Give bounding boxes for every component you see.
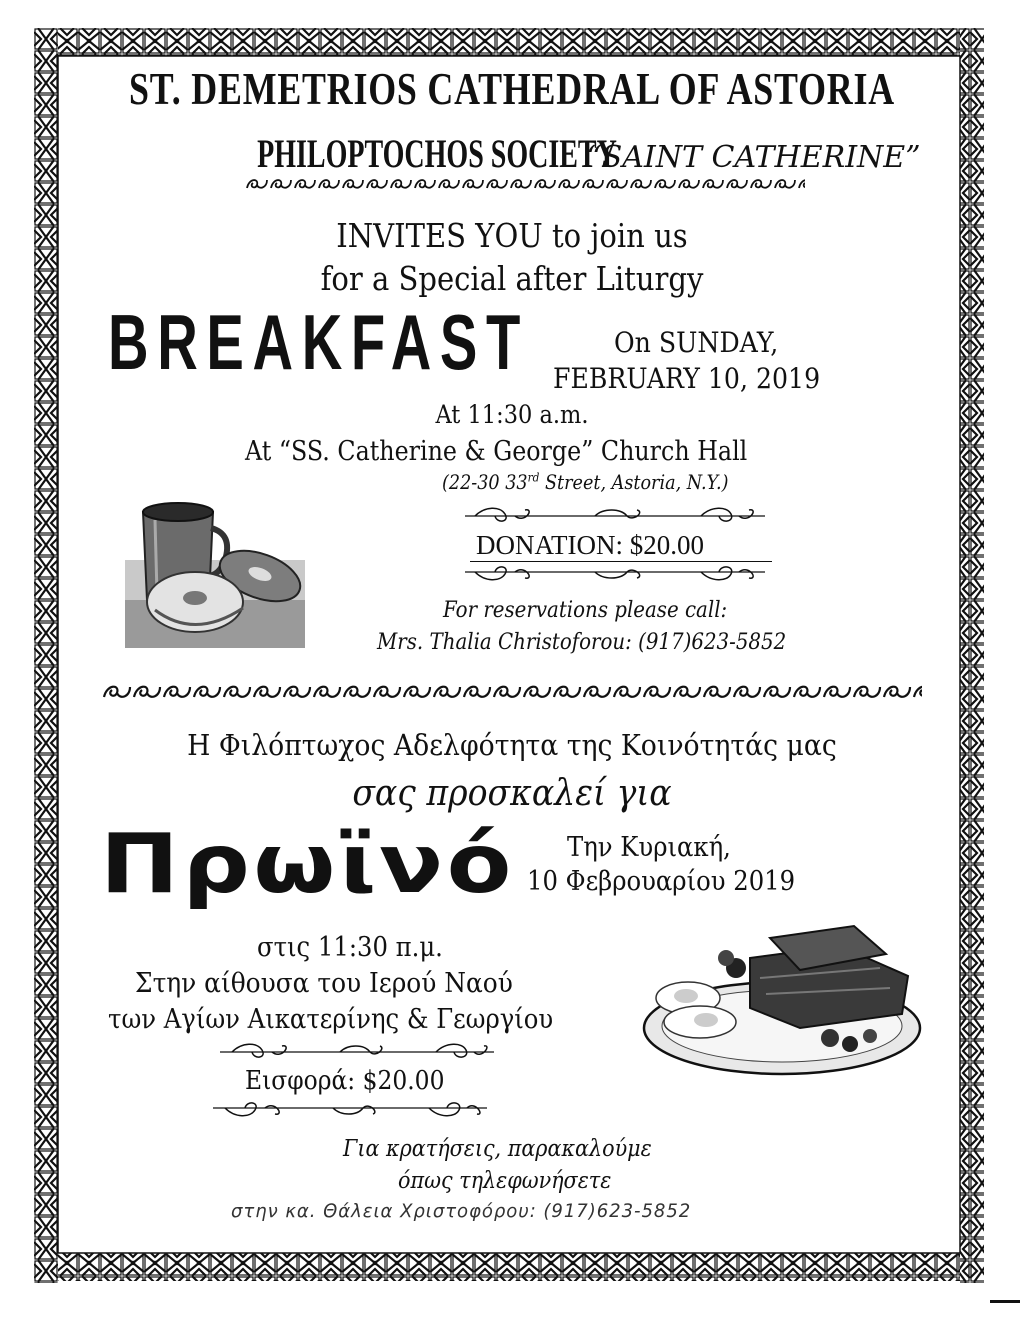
greek-scroll-divider-top [212,1040,502,1062]
coffee-bagels-image [125,490,305,648]
cathedral-title: ST. DEMETRIOS CATHEDRAL OF ASTORIA [129,63,895,114]
ornament-divider [245,176,805,192]
invite-line-2: for a Special after Liturgy [320,259,704,298]
event-address [442,470,728,494]
address-sup: rd [527,470,540,485]
society-label: PHILOPTOCHOS SOCIETY [257,131,618,176]
event-venue [245,436,747,467]
greek-reservations-line-1: Για κρατήσεις, παρακαλούμε [343,1136,652,1162]
scroll-divider-bottom [455,562,775,584]
scan-artifact [990,1300,1020,1303]
address-post: Street, Astoria, N.Y.) [539,470,729,494]
greek-event-title: Πρωϊνό [100,817,515,912]
reservations-contact: Mrs. Thalia Christoforou: (917)623-5852 [377,630,787,655]
greek-line-2: σας προσκαλεί για [352,773,672,814]
greek-date-line-2: 10 Φεβρουαρίου 2019 [527,866,796,897]
address-pre: (22-30 33 [442,470,528,494]
event-time: At 11:30 a.m. [435,400,589,429]
greek-venue-line-2: των Αγίων Αικατερίνης & Γεωργίου [108,1004,554,1035]
greek-donation-amount: Εισφορά: $20.00 [245,1066,445,1096]
date-line-1: On SUNDAY, [614,326,779,359]
greek-venue-line-1: Στην αίθουσα του Ιερού Ναού [135,968,513,999]
society-name: “SAINT CATHERINE” [586,140,921,175]
greek-time: στις 11:30 π.μ. [257,932,443,963]
reservations-label: For reservations please call: [443,598,728,623]
greek-scroll-divider-bottom [205,1098,495,1120]
greek-reservations-line-2: όπως τηλεφωνήσετε [398,1168,612,1194]
greek-reservations-line-3: στην κα. Θάλεια Χριστοφόρου: (917)623-5852 [231,1200,692,1222]
date-line-2: FEBRUARY 10, 2019 [553,362,821,395]
venue-text: At “SS. Catherine & George” Church Hall [245,436,748,467]
donation-amount: DONATION: $20.00 [476,530,704,560]
breakfast-plate-image [640,918,925,1078]
event-title-breakfast: BREAKFAST [108,298,529,386]
ornament-divider-middle [102,682,922,702]
greek-date-line-1: Την Κυριακή, [567,832,731,863]
scroll-divider-top [455,504,775,526]
greek-line-1: Η Φιλόπτωχος Αδελφότητα της Κοινότητάς μας [187,728,837,762]
invite-line-1: INVITES YOU to join us [336,216,688,255]
